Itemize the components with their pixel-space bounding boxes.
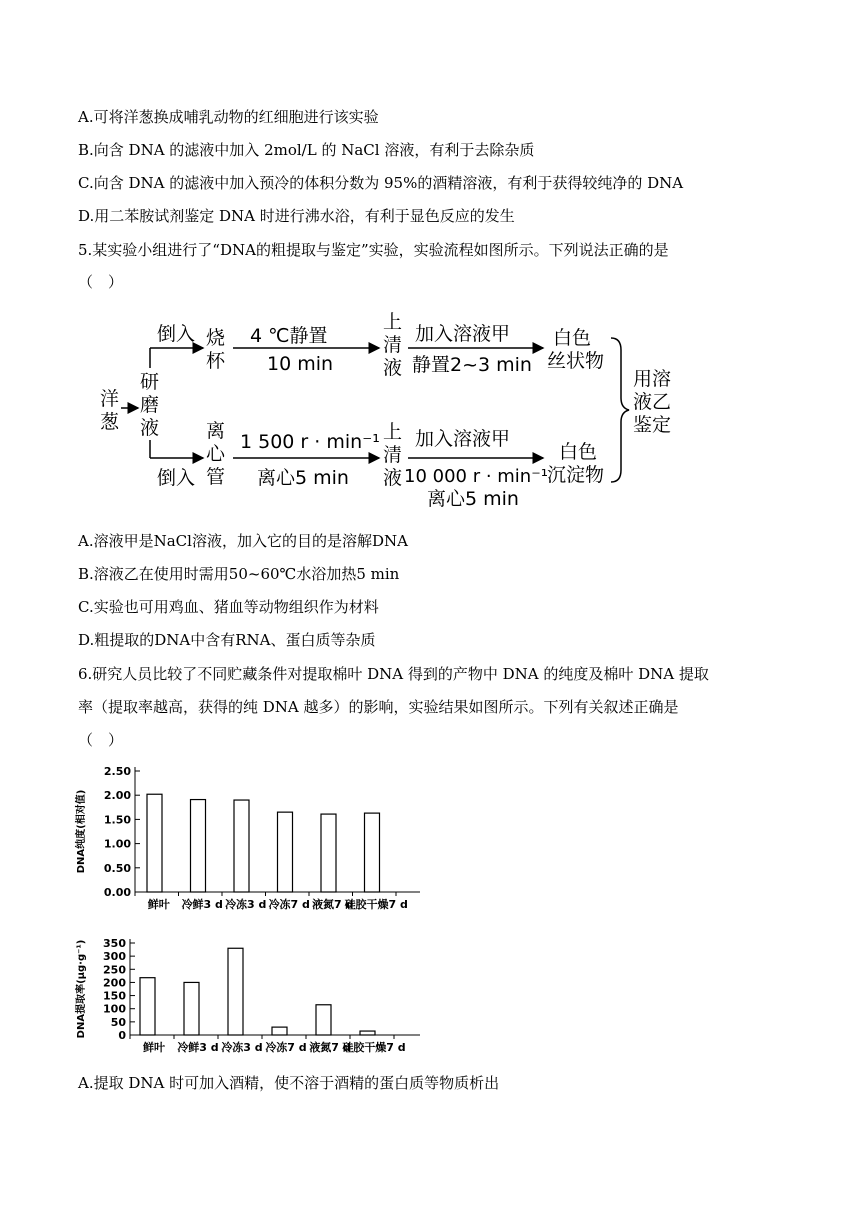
bar [321,814,336,892]
x-tick-label: 冷冻7 d [265,1041,307,1054]
y-tick-label: 1.00 [103,837,131,851]
q6-stem-line1: 6.研究人员比较了不同贮藏条件对提取棉叶 DNA 得到的产物中 DNA 的纯度及棉叶 DNA 提取 [78,665,709,683]
q5-option-b: B.溶液乙在使用时需用50~60℃水浴加热5 min [78,565,400,583]
label-bot-cond2: 离心5 min [257,467,349,489]
label-top-cond1: 4 ℃静置 [250,325,328,347]
x-tick-label: 液氮7 d [309,1041,351,1054]
label-top-shangqing-1: 上 [383,311,403,333]
x-tick-label: 冷鲜3 d [177,1041,219,1054]
y-tick-label: 300 [103,950,126,964]
bar [365,813,380,892]
label-top-product-2: 丝状物 [547,350,605,372]
bar [234,800,249,892]
label-bot-shangqing-2: 清 [383,444,403,466]
bar [140,978,155,1035]
label-bot-product-1: 白色 [559,441,598,463]
x-tick-label: 鲜叶 [143,1041,165,1054]
q4-option-a: A.可将洋葱换成哺乳动物的红细胞进行该实验 [78,108,379,126]
y-tick-label: 2.00 [103,789,131,803]
q6-option-a: A.提取 DNA 时可加入酒精，使不溶于酒精的蛋白质等物质析出 [78,1074,500,1092]
bar [228,948,243,1035]
y-tick-label: 100 [103,1002,126,1016]
label-yangcong-2: 葱 [100,411,120,433]
y-axis-label: DNA纯度(相对值) [76,789,87,874]
q6-stem-line2: 率（提取率越高，获得的纯 DNA 越多）的影响，实验结果如图所示。下列有关叙述正确是 [78,698,679,716]
q4-option-b: B.向含 DNA 的滤液中加入 2mol/L 的 NaCl 溶液，有利于去除杂质 [78,141,535,159]
bar [184,982,199,1035]
label-bot-add3: 离心5 min [427,488,519,510]
bar [360,1031,375,1035]
label-top-daoru: 倒入 [157,323,196,345]
label-top-add: 加入溶液甲 [415,323,511,345]
q5-option-a: A.溶液甲是NaCl溶液，加入它的目的是溶解DNA [78,532,408,550]
label-shaobei-2: 杯 [206,350,226,372]
label-yanmoye-1: 研 [140,371,160,393]
q5-stem: 5.某实验小组进行了“DNA的粗提取与鉴定”实验，实验流程如图所示。下列说法正确的是 [78,241,669,259]
y-tick-label: 0 [118,1029,126,1042]
y-tick-label: 0.50 [103,861,131,875]
x-tick-label: 硅胶干燥7 d [344,898,408,911]
bar [191,800,206,892]
yield-bar-chart [70,925,430,1065]
q4-option-d: D.用二苯胺试剂鉴定 DNA 时进行沸水浴，有利于显色反应的发生 [78,207,515,225]
label-bot-shangqing-1: 上 [383,421,403,443]
label-bot-shangqing-3: 液 [383,467,403,489]
label-yanmoye-2: 磨 [140,394,160,416]
x-tick-label: 液氮7 d [312,898,354,911]
label-yanmoye-3: 液 [140,417,160,439]
label-shaobei-1: 烧 [206,327,226,349]
x-tick-label: 冷冻3 d [221,1041,263,1054]
q5-option-d: D.粗提取的DNA中含有RNA、蛋白质等杂质 [78,631,376,649]
y-tick-label: 2.50 [103,765,131,778]
label-bot-cond1: 1 500 r · min⁻¹ [240,431,380,453]
label-lixinguan-2: 心 [206,443,226,465]
x-tick-label: 硅胶干燥7 d [342,1041,406,1054]
label-top-add2: 静置2~3 min [412,354,532,376]
label-bot-product-2: 沉淀物 [547,464,605,486]
q4-option-c: C.向含 DNA 的滤液中加入预冷的体积分数为 95%的酒精溶液，有利于获得较纯净的 DNA [78,174,684,192]
y-tick-label: 1.50 [103,813,131,827]
label-bot-daoru: 倒入 [157,467,196,489]
y-tick-label: 200 [103,976,126,990]
bar [147,794,162,892]
q5-option-c: C.实验也可用鸡血、猪血等动物组织作为材料 [78,598,379,616]
y-tick-label: 150 [103,989,126,1003]
x-tick-label: 冷鲜3 d [181,898,223,911]
bar [272,1027,287,1035]
flow-diagram [95,300,695,515]
label-top-cond2: 10 min [267,353,334,375]
y-tick-label: 50 [110,1015,126,1029]
bar [278,812,293,892]
label-lixinguan-3: 管 [206,466,226,488]
brace [611,338,629,482]
y-tick-label: 0.00 [103,886,131,899]
q5-paren: （ ） [78,273,124,291]
purity-bar-chart [70,758,430,923]
label-bot-add: 加入溶液甲 [415,428,511,450]
label-jianding-3: 鉴定 [633,414,672,436]
x-tick-label: 冷冻3 d [225,898,267,911]
y-tick-label: 250 [103,963,126,977]
q6-paren: （ ） [78,731,124,749]
label-jianding-1: 用溶 [633,368,672,390]
label-lixinguan-1: 离 [206,420,226,442]
x-tick-label: 冷冻7 d [268,898,310,911]
bar [316,1005,331,1035]
label-yangcong-1: 洋 [100,388,120,410]
y-tick-label: 350 [103,937,126,950]
label-jianding-2: 液乙 [633,391,672,413]
label-bot-add2: 10 000 r · min⁻¹ [404,466,548,487]
x-tick-label: 鲜叶 [147,898,170,911]
label-top-product-1: 白色 [553,327,592,349]
y-axis-label: DNA提取率(μg·g⁻¹) [76,939,87,1039]
label-top-shangqing-3: 液 [383,357,403,379]
label-top-shangqing-2: 清 [383,334,403,356]
